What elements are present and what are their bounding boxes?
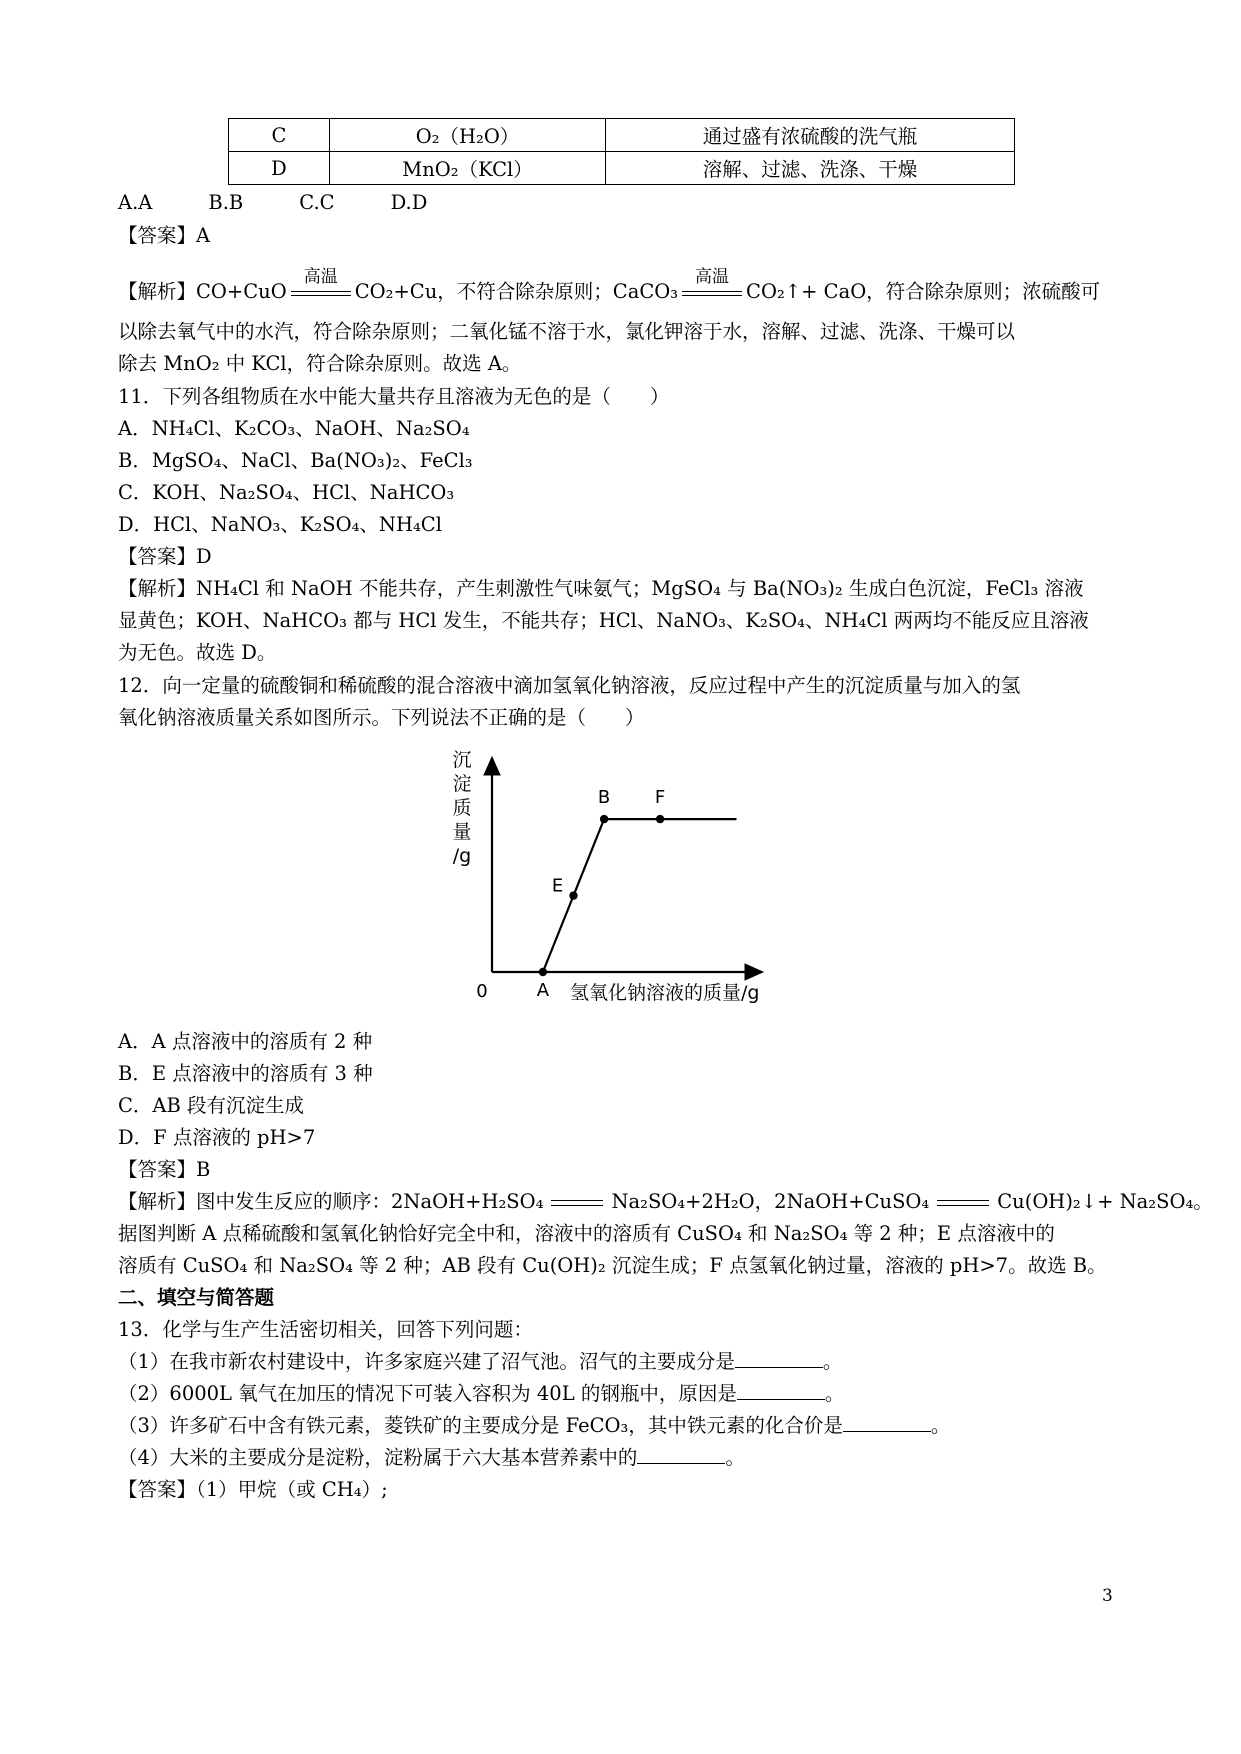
table-cell-option: D — [229, 152, 330, 185]
q12-analysis-line2: 据图判断 A 点稀硫酸和氢氧化钠恰好完全中和，溶液中的溶质有 CuSO₄ 和 Na₂SO₄ 等 2 种；E 点溶液中的 — [118, 1222, 1055, 1245]
q13-part-2 — [118, 1378, 844, 1410]
x-axis-label: 氢氧化钠溶液的质量/g — [570, 982, 760, 1004]
equals-sign — [937, 1198, 989, 1208]
point-label-f: F — [654, 787, 666, 809]
section-title: 二、填空与简答题 — [118, 1286, 275, 1309]
q12-option-c: C．AB 段有沉淀生成 — [118, 1094, 305, 1117]
q13-part-3 — [118, 1410, 950, 1442]
part-text: 。 — [824, 1382, 845, 1405]
q12-analysis-line1 — [118, 1186, 1213, 1218]
table-cell-substance: MnO₂（KCl） — [330, 152, 606, 185]
equation-part: Na₂SO₄+2H₂O，2NaOH+CuSO₄ — [611, 1190, 930, 1213]
part-text: （3）许多矿石中含有铁元素，菱铁矿的主要成分是 FeCO₃，其中铁元素的化合价是 — [118, 1414, 843, 1437]
origin-label: 0 — [476, 981, 488, 1002]
point-a — [539, 968, 547, 976]
q12-option-b: B．E 点溶液中的溶质有 3 种 — [118, 1062, 373, 1085]
q13-part-4 — [118, 1442, 745, 1474]
answer-blank[interactable] — [737, 1379, 825, 1400]
q11-analysis-line3: 为无色。故选 D。 — [118, 641, 277, 664]
q11-option-d: D．HCl、NaNO₃、K₂SO₄、NH₄Cl — [118, 513, 442, 536]
table-row — [229, 119, 1015, 152]
reaction-condition-arrow — [682, 266, 742, 303]
q10-choices — [118, 187, 483, 219]
point-e — [569, 891, 577, 899]
part-text: 。 — [930, 1414, 951, 1437]
q12-option-d: D．F 点溶液的 pH>7 — [118, 1126, 316, 1149]
q12-stem-line1: 12．向一定量的硫酸铜和稀硫酸的混合溶液中滴加氢氧化钠溶液，反应过程中产生的沉淀质量与加入的氢 — [118, 674, 1021, 697]
answer-blank[interactable] — [735, 1347, 823, 1368]
q11-option-a: A．NH₄Cl、K₂CO₃、NaOH、Na₂SO₄ — [118, 417, 470, 440]
answer-blank[interactable] — [843, 1411, 931, 1432]
point-b — [600, 815, 608, 823]
condition-label: 高温 — [695, 266, 730, 287]
q11-analysis-line2: 显黄色；KOH、NaHCO₃ 都与 HCl 发生，不能共存；HCl、NaNO₃、K₂SO₄、NH₄Cl 两两均不能反应且溶液 — [118, 609, 1089, 632]
choice-b: B.B — [208, 191, 244, 214]
equation-right: CO₂+Cu，不符合除杂原则；CaCO₃ — [354, 280, 679, 303]
q11-analysis-line1: 【解析】NH₄Cl 和 NaOH 不能共存，产生刺激性气味氨气；MgSO₄ 与 Ba(NO₃)₂ 生成白色沉淀，FeCl₃ 溶液 — [118, 577, 1084, 600]
part-text: （4）大米的主要成分是淀粉，淀粉属于六大基本营养素中的 — [118, 1446, 638, 1469]
q10-analysis-line1 — [118, 266, 1101, 308]
q12-analysis-line3: 溶质有 CuSO₄ 和 Na₂SO₄ 等 2 种；AB 段有 Cu(OH)₂ 沉淀生成；F 点氢氧化钠过量，溶液的 pH>7。故选 B。 — [118, 1254, 1107, 1277]
q10-analysis-line3: 除去 MnO₂ 中 KCl，符合除杂原则。故选 A。 — [118, 352, 522, 375]
precipitate-chart — [440, 748, 800, 1018]
q11-answer: 【答案】D — [118, 545, 212, 568]
q10-answer: 【答案】A — [118, 224, 211, 247]
choice-c: C.C — [299, 191, 335, 214]
table-cell-option: C — [229, 119, 330, 152]
point-f — [656, 815, 664, 823]
q12-option-a: A．A 点溶液中的溶质有 2 种 — [118, 1030, 373, 1053]
equals-sign — [551, 1198, 603, 1208]
part-text: （1）在我市新农村建设中，许多家庭兴建了沼气池。沼气的主要成分是 — [118, 1350, 735, 1373]
point-label-b: B — [597, 787, 611, 809]
q13-answer: 【答案】（1）甲烷（或 CH₄）; — [118, 1478, 388, 1501]
y-axis-label: 沉淀质量/g — [452, 749, 472, 867]
point-label-a: A — [536, 980, 550, 1001]
part-text: 。 — [822, 1350, 843, 1373]
equation-part: Cu(OH)₂↓+ Na₂SO₄。 — [997, 1190, 1213, 1213]
condition-label: 高温 — [303, 266, 338, 287]
answer-blank[interactable] — [637, 1443, 725, 1464]
table-cell-substance: O₂（H₂O） — [330, 119, 606, 152]
equation-part: 图中发生反应的顺序：2NaOH+H₂SO₄ — [196, 1190, 544, 1213]
q12-stem-line2: 氧化钠溶液质量关系如图所示。下列说法不正确的是（ ） — [118, 706, 645, 729]
q11-option-b: B．MgSO₄、NaCl、Ba(NO₃)₂、FeCl₃ — [118, 449, 473, 472]
q11-option-c: C．KOH、Na₂SO₄、HCl、NaHCO₃ — [118, 481, 455, 504]
q12-answer: 【答案】B — [118, 1158, 211, 1181]
reaction-condition-arrow — [291, 266, 351, 303]
analysis-label: 【解析】 — [118, 1190, 197, 1213]
choice-a: A.A — [118, 191, 153, 214]
q13-part-1 — [118, 1346, 842, 1378]
table-cell-method: 通过盛有浓硫酸的洗气瓶 — [606, 119, 1015, 152]
table-cell-method: 溶解、过滤、洗涤、干燥 — [606, 152, 1015, 185]
q11-stem: 11．下列各组物质在水中能大量共存且溶液为无色的是（ ） — [118, 385, 670, 408]
options-table — [228, 118, 1015, 185]
choice-d: D.D — [390, 191, 428, 214]
part-text: 。 — [725, 1446, 745, 1469]
point-label-e: E — [551, 875, 564, 897]
equation-left: CO+CuO — [196, 280, 287, 303]
equation-right: CO₂↑+ CaO，符合除杂原则；浓硫酸可 — [746, 280, 1101, 303]
analysis-label: 【解析】 — [118, 280, 197, 303]
q10-analysis-line2: 以除去氧气中的水汽，符合除杂原则；二氧化锰不溶于水，氯化钾溶于水，溶解、过滤、洗涤、干燥可以 — [118, 320, 1016, 343]
q13-stem: 13．化学与生产生活密切相关，回答下列问题： — [118, 1318, 533, 1341]
table-row — [229, 152, 1015, 185]
page-number: 3 — [1102, 1586, 1113, 1606]
part-text: （2）6000L 氧气在加压的情况下可装入容积为 40L 的钢瓶中，原因是 — [118, 1382, 737, 1405]
